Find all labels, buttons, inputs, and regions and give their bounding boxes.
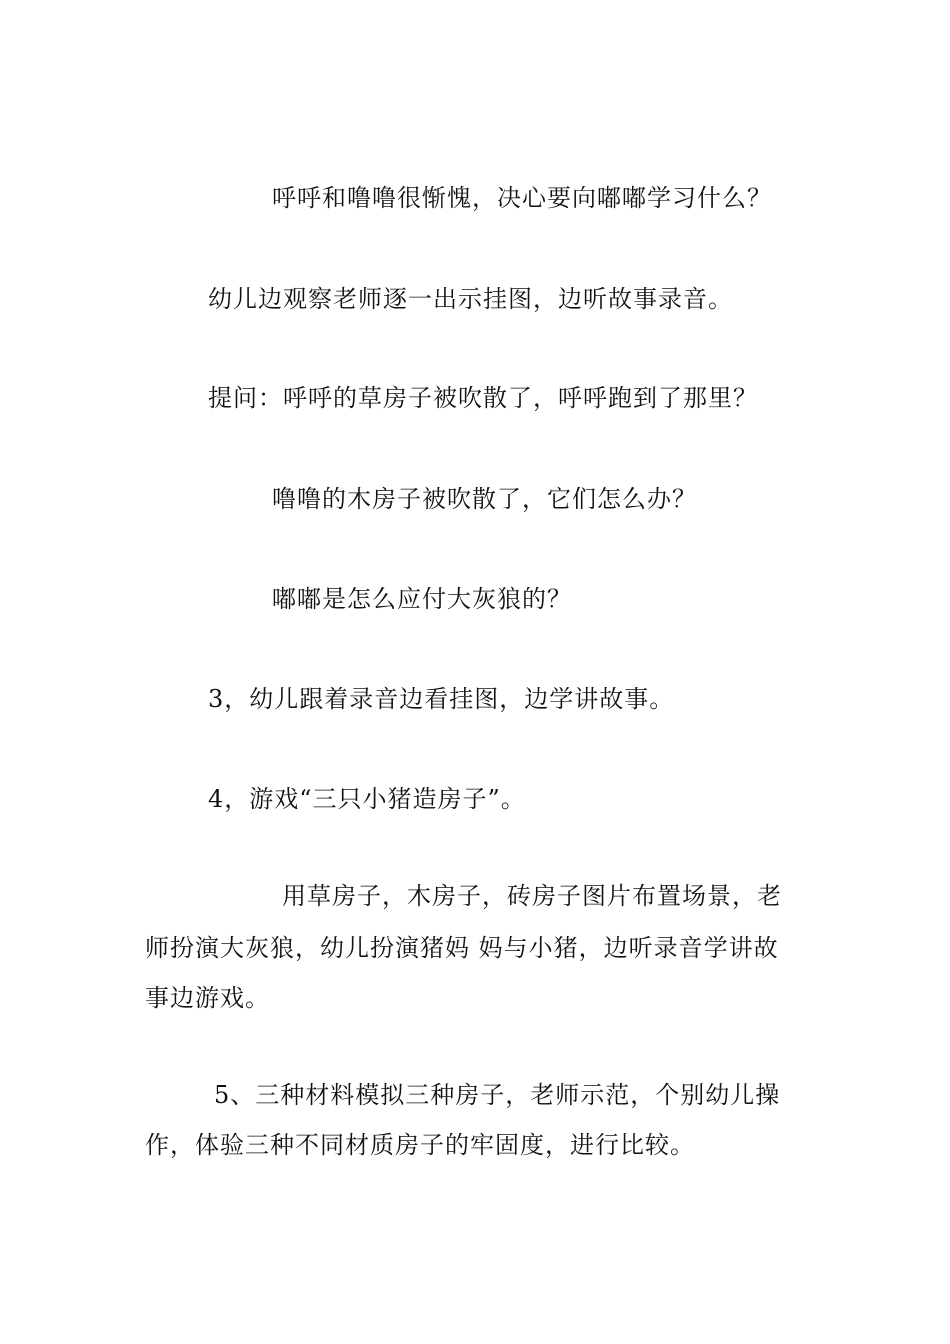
text-line-8: 用草房子，木房子，砖房子图片布置场景，老 bbox=[282, 882, 782, 910]
text-line-2: 幼儿边观察老师逐一出示挂图，边听故事录音。 bbox=[208, 285, 733, 313]
text-line-7: 4，游戏“三只小猪造房子”。 bbox=[208, 785, 526, 813]
text-line-12: 作，体验三种不同材质房子的牢固度，进行比较。 bbox=[145, 1131, 695, 1159]
text-line-4: 噜噜的木房子被吹散了，它们怎么办？ bbox=[272, 485, 697, 513]
text-line-3: 提问：呼呼的草房子被吹散了，呼呼跑到了那里？ bbox=[208, 384, 758, 412]
text-line-1: 呼呼和噜噜很惭愧，决心要向嘟嘟学习什么？ bbox=[272, 184, 772, 212]
text-line-5: 嘟嘟是怎么应付大灰狼的？ bbox=[272, 585, 572, 613]
text-line-11: 5、三种材料模拟三种房子，老师示范，个别幼儿操 bbox=[214, 1081, 781, 1109]
text-line-10: 事边游戏。 bbox=[145, 984, 270, 1012]
text-line-9: 师扮演大灰狼，幼儿扮演猪妈 妈与小猪，边听录音学讲故 bbox=[145, 934, 779, 962]
text-line-6: 3，幼儿跟着录音边看挂图，边学讲故事。 bbox=[208, 685, 675, 713]
